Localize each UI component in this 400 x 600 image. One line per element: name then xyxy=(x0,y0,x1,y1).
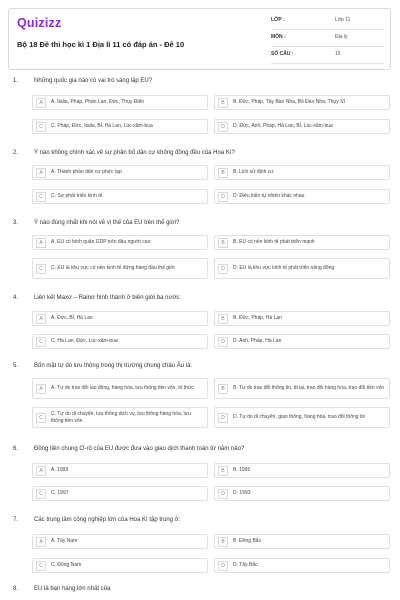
option-letter-box: C xyxy=(36,561,46,571)
option-letter-box: D xyxy=(218,192,228,202)
question-text: Đồng tiền chung Ơ-rô của EU được đưa vào giao dịch thanh toán từ năm nào? xyxy=(34,446,245,452)
question-text: Bốn mặt tự do lưu thông trong thị trường chung châu Âu là: xyxy=(34,363,193,369)
option-text: A. Italia, Pháp, Phần Lan, Đức, Thụy Điển xyxy=(51,99,145,106)
answer-option-d[interactable] xyxy=(214,486,390,501)
answer-option-c[interactable] xyxy=(32,407,208,428)
question-text: Ý nào đúng nhất khi nói về vị thế của EU trên thế giới? xyxy=(34,220,180,226)
option-text: B. Đức, Pháp, Tây Ban Nha, Bồ Đào Nha, Thụy Sĩ xyxy=(233,99,345,106)
answer-option-c[interactable] xyxy=(32,119,208,134)
option-letter-box: A xyxy=(36,466,46,476)
answer-option-b[interactable] xyxy=(214,463,390,478)
option-letter-box: B xyxy=(218,466,228,476)
answer-option-b[interactable] xyxy=(214,311,390,326)
option-text: C. Tự do di chuyển, lưu thông dịch vụ, lưu thông hàng hóa, lưu thông tiền vốn xyxy=(51,411,191,424)
option-letter-box: B xyxy=(218,314,228,324)
answer-option-a[interactable] xyxy=(32,311,208,326)
meta-label: LỚP : xyxy=(271,17,285,23)
option-text: A. Tự do trao đổi lao động, hàng hóa, lưu thông tiền vốn, tri thức xyxy=(51,385,194,392)
meta-row-subject xyxy=(271,32,384,47)
option-letter-box: D xyxy=(218,413,228,423)
option-letter-box: D xyxy=(218,489,228,499)
answer-option-b[interactable] xyxy=(214,95,390,110)
option-letter-box: A xyxy=(36,98,46,108)
answer-option-a[interactable] xyxy=(32,463,208,478)
meta-row-count xyxy=(271,49,384,64)
meta-label: MÔN : xyxy=(271,34,286,40)
answer-option-c[interactable] xyxy=(32,486,208,501)
answer-option-a[interactable] xyxy=(32,235,208,250)
question-text: Ý nào không chính xác về sự phân bố dân cư không đồng đều của Hoa Kì? xyxy=(34,150,235,156)
option-letter-box: A xyxy=(36,537,46,547)
option-text: C. Pháp, Đức, Italia, Bỉ, Hà Lan, Lúc-xăm-bua xyxy=(51,123,153,130)
option-text: B. 1995 xyxy=(233,467,251,474)
option-letter-box: C xyxy=(36,264,46,274)
option-text: C. Sự phát triển kinh tế xyxy=(51,193,103,200)
option-text: D. 1993 xyxy=(233,490,251,497)
meta-value: Lớp 11 xyxy=(335,17,351,23)
meta-label: SỐ CÂU : xyxy=(271,51,294,57)
answer-option-d[interactable] xyxy=(214,334,390,349)
option-letter-box: A xyxy=(36,238,46,248)
option-letter-box: B xyxy=(218,98,228,108)
answer-option-d[interactable] xyxy=(214,558,390,573)
page-title: Bộ 18 Đề thi học kì 1 Địa lí 11 có đáp án - Đề 10 xyxy=(17,40,185,49)
answer-option-d[interactable] xyxy=(214,189,390,204)
answer-option-b[interactable] xyxy=(214,235,390,250)
option-text: C. Hà Lan, Đức, Lúc-xăm-bua xyxy=(51,338,118,345)
option-text: B. Lịch sử định cư xyxy=(233,169,274,176)
answer-option-b[interactable] xyxy=(214,534,390,549)
answer-option-c[interactable] xyxy=(32,258,208,279)
answer-option-a[interactable] xyxy=(32,95,208,110)
option-letter-box: A xyxy=(36,314,46,324)
question-number: 8. xyxy=(13,586,19,592)
option-text: D. Tây Bắc xyxy=(233,562,258,569)
option-letter-box: B xyxy=(218,537,228,547)
question-text: EU là bạn hàng lớn nhất của xyxy=(34,586,111,592)
option-letter-box: C xyxy=(36,122,46,132)
question-number: 3. xyxy=(13,220,19,226)
option-letter-box: D xyxy=(218,122,228,132)
option-letter-box: B xyxy=(218,384,228,394)
option-text: A. Thành phần dân cư phức tạp xyxy=(51,169,122,176)
option-letter-box: B xyxy=(218,238,228,248)
question-number: 5. xyxy=(13,363,19,369)
option-letter-box: C xyxy=(36,192,46,202)
option-letter-box: D xyxy=(218,264,228,274)
option-text: A. Tây Nam xyxy=(51,538,78,545)
question-number: 4. xyxy=(13,295,19,301)
answer-option-a[interactable] xyxy=(32,165,208,180)
option-text: C. EU là khu vực có nền kinh tế đứng hàng đầu thế giới xyxy=(51,265,175,272)
option-text: A. Đức, Bỉ, Hà Lan xyxy=(51,315,93,322)
option-text: B. EU có nền kinh tế phát triển mạnh xyxy=(233,239,315,246)
option-letter-box: B xyxy=(218,168,228,178)
answer-option-d[interactable] xyxy=(214,258,390,279)
option-text: D. Điều kiện tự nhiên khác nhau xyxy=(233,193,305,200)
option-text: D. EU là khu vực kinh tế phát triển năng động xyxy=(233,265,335,272)
answer-option-c[interactable] xyxy=(32,334,208,349)
option-letter-box: D xyxy=(218,337,228,347)
option-letter-box: C xyxy=(36,337,46,347)
meta-panel xyxy=(271,15,384,66)
option-text: C. Đông Nam xyxy=(51,562,82,569)
question-text: Liên kết Maxơ – Rainơ hình thành ở biên giới ba nước: xyxy=(34,295,182,301)
option-text: A. EU có bình quân GDP trên đầu người cao xyxy=(51,239,151,246)
option-text: D. Anh, Pháp, Hà Lan xyxy=(233,338,282,345)
question-number: 1. xyxy=(13,78,19,84)
answer-option-d[interactable] xyxy=(214,119,390,134)
option-text: B. Đức, Pháp, Hà Lan xyxy=(233,315,282,322)
answer-option-a[interactable] xyxy=(32,534,208,549)
answer-option-c[interactable] xyxy=(32,558,208,573)
option-text: C. 1997 xyxy=(51,490,69,497)
answer-option-d[interactable] xyxy=(214,407,390,428)
question-number: 6. xyxy=(13,446,19,452)
option-text: D. Đức, Anh, Pháp, Hà Lan, Bỉ, Lúc-xăm-bua xyxy=(233,123,333,130)
option-text: B. Đông Bắc xyxy=(233,538,262,545)
option-letter-box: C xyxy=(36,489,46,499)
option-letter-box: A xyxy=(36,384,46,394)
question-text: Những quốc gia nào có vai trò sáng lập EU? xyxy=(34,78,153,84)
worksheet-header xyxy=(8,8,391,70)
answer-option-a[interactable] xyxy=(32,378,208,399)
meta-row-class xyxy=(271,15,384,30)
question-number: 2. xyxy=(13,150,19,156)
answer-option-b[interactable] xyxy=(214,165,390,180)
option-text: B. Tự do trao đổi thông tin, đi lại, trao đổi hàng hóa, trao đổi tiền vốn xyxy=(233,385,385,392)
quizizz-logo: Quizizz xyxy=(17,16,62,30)
option-text: A. 1999 xyxy=(51,467,69,474)
option-letter-box: D xyxy=(218,561,228,571)
option-letter-box: C xyxy=(36,413,46,423)
meta-value: 16 xyxy=(335,51,341,57)
question-number: 7. xyxy=(13,517,19,523)
answer-option-c[interactable] xyxy=(32,189,208,204)
answer-option-b[interactable] xyxy=(214,378,390,399)
option-text: D. Tự do di chuyển, giao thông, hàng hóa, trao đổi thông tin xyxy=(233,414,366,421)
meta-value: Địa lý xyxy=(335,34,348,40)
question-text: Các trung tâm công nghiệp lớn của Hoa Kì tập trung ở: xyxy=(34,517,181,523)
option-letter-box: A xyxy=(36,168,46,178)
